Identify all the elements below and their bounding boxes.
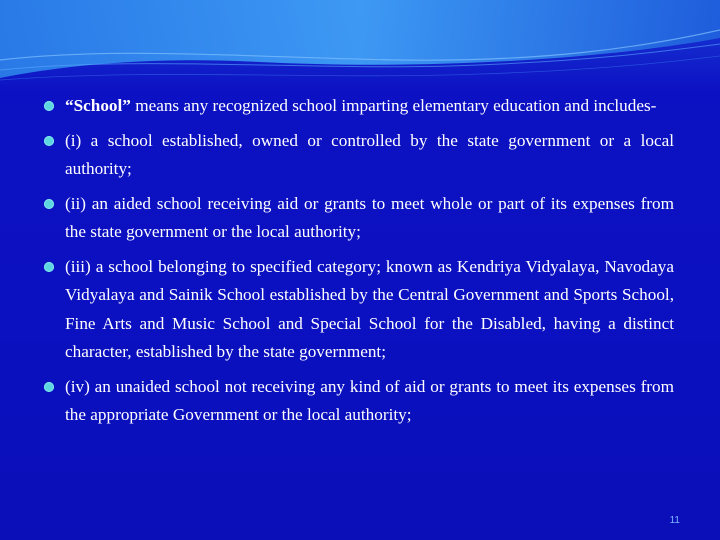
bullet-item-iii	[44, 253, 674, 367]
bullet-dot-icon	[44, 382, 54, 392]
bullet-text: means any recognized school imparting elementary education and includes-	[130, 96, 657, 115]
bullet-item-iv	[44, 373, 674, 430]
bullet-dot-icon	[44, 136, 54, 146]
page-number: 11	[669, 515, 680, 526]
bullet-list	[44, 92, 674, 436]
bullet-text: (iv) an unaided school not receiving any kind of aid or grants to meet its expenses from the appropriate Government or the local authority;	[65, 376, 674, 424]
bullet-item-school-definition	[44, 92, 674, 121]
bullet-dot-icon	[44, 199, 54, 209]
bullet-text: (i) a school established, owned or controlled by the state government or a local authority;	[65, 130, 674, 178]
bullet-item-i	[44, 127, 674, 184]
bullet-text: (ii) an aided school receiving aid or grants to meet whole or part of its expenses from the state government or the local authority;	[65, 193, 674, 241]
bullet-dot-icon	[44, 101, 54, 111]
defined-term: “School”	[65, 96, 131, 115]
header-wave-decoration	[0, 0, 720, 90]
bullet-dot-icon	[44, 262, 54, 272]
bullet-item-ii	[44, 190, 674, 247]
bullet-text: (iii) a school belonging to specified category; known as Kendriya Vidyalaya, Navodaya Vidyalaya and Sainik School established by the Central Government and Sports School, Fine Arts and Music School and Special School for the Disabled, having a distinct character, established by the state government;	[65, 256, 674, 361]
